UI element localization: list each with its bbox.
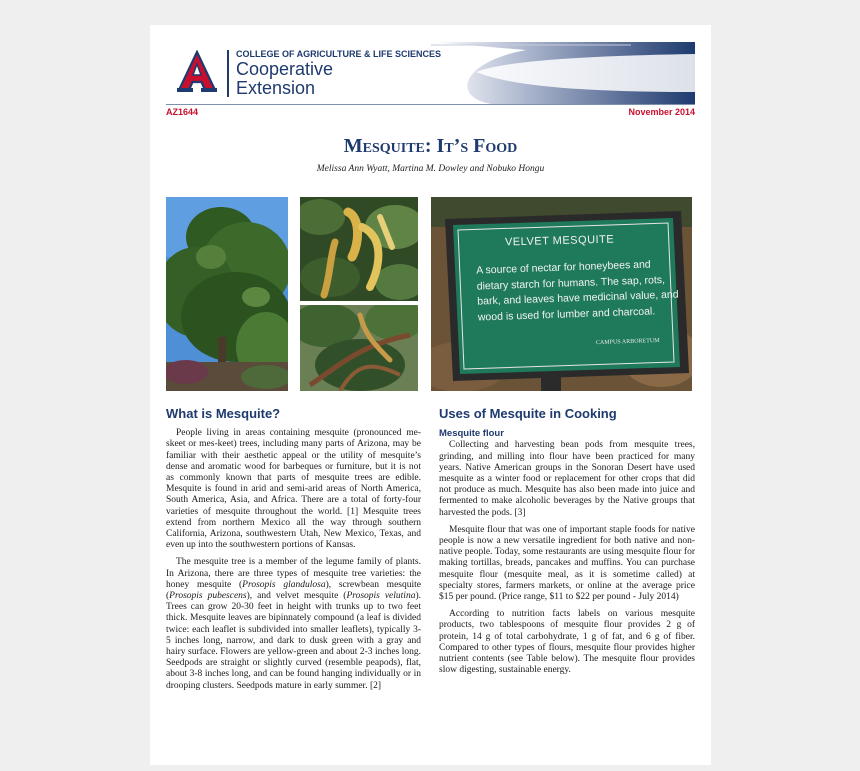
- text-run: ), screwbean mesquite (: [166, 579, 421, 602]
- text-run: ). Trees can grow 20-30 feet in height with trunks up to two feet thick. Mesquite leaves are bipinnately compound (a leaf is divided twice: each leaflet is subdivided into smaller leaflets), typically 3-5 inches long, narrow, and dark to dusk green with a gray and hairy surface. Flowers are yellow-green and about 2-3 inches long. Seedpods are straight or slightly curved (resemble peapods), flat, about 3-8 inches long, and can be found hanging individually or in drooping clusters. Seedpods mature in early summer. [2]: [166, 591, 421, 691]
- paragraph: According to nutrition facts labels on various mesquite products, two tablespoons of mesquite flour provides 2 g of protein, 14 g of total carbohydrate, 1 g of fat, and 6 g of fiber. Compared to other types of flours, mesquite flour provides higher nutrient contents (see Table below). The mesquite flour provides slow digesting, sustainable energy.: [439, 609, 695, 676]
- mesquite-pods-photo: [300, 197, 418, 301]
- subheading-mesquite-flour: Mesquite flour: [439, 428, 504, 440]
- unit-name-line2: Extension: [236, 78, 316, 98]
- right-column: [439, 408, 695, 682]
- section-heading-uses-in-cooking: Uses of Mesquite in Cooking: [439, 406, 617, 421]
- unit-name: [236, 60, 333, 98]
- sign-title: VELVET MESQUITE: [504, 233, 615, 249]
- species-name: Prosopis pubescens: [169, 591, 247, 602]
- text-run: The mesquite tree is a member of the legume family of plants. In Arizona, there are three types of mesquite tree varieties: the honey mesquite (: [166, 557, 421, 590]
- publication-date: November 2014: [628, 107, 695, 117]
- mesquite-branches-photo: [300, 305, 418, 391]
- species-name: Prosopis velutina: [346, 591, 416, 602]
- paragraph: Collecting and harvesting bean pods from mesquite trees, grinding, and milling into flour have been practiced for many years. Native American groups in the Sonoran Desert have used mesquite as a winter food or replacement for other crops that did not produce as much. Mesquite has also been made into juice and fermented to make alcoholic beverages by the Native groups that harvested the pods. [3]: [439, 440, 695, 518]
- mesquite-tree-photo: [166, 197, 288, 391]
- unit-name-line1: Cooperative: [236, 59, 334, 79]
- authors: Melissa Ann Wyatt, Martina M. Dowley and Nobuko Hongu: [316, 164, 545, 174]
- paragraph: [166, 557, 421, 691]
- document-title: Mesquite: It’s Food: [343, 135, 518, 157]
- sign-text: A source of nectar for honeybees and dietary starch for humans. The sap, rots, bark, and leaves have medicinal value, and wood is used for lumber and charcoal.: [476, 258, 679, 324]
- college-name: COLLEGE OF AGRICULTURE & LIFE SCIENCES: [236, 49, 442, 59]
- logo-divider: [227, 50, 229, 97]
- species-name: Prosopis glandulosa: [242, 579, 326, 590]
- university-logo-icon: [175, 50, 219, 94]
- header-rule: [166, 104, 695, 105]
- sign-logo: CAMPUS ARBORETUM: [595, 337, 660, 347]
- text-run: ), and velvet mesquite (: [246, 591, 347, 602]
- publication-number: AZ1644: [166, 107, 199, 117]
- header-banner-graphic: [431, 42, 695, 104]
- section-heading-what-is-mesquite: What is Mesquite?: [166, 406, 281, 421]
- left-column: [166, 408, 421, 698]
- paragraph: People living in areas containing mesquite (pronounced me-skeet or mes-keet) trees, including many parts of Arizona, may be familiar with their aesthetic appeal or the utility of mesquite’s dense and aromatic wood for barbeques or furniture, but it is not as commonly known that parts of mesquite trees are edible. Mesquite is found in arid and semi-arid areas of North America, South America, Asia, and Africa. There are a total of forty-four varieties of mesquite throughout the world. [1] Mesquite trees extend from northern Mexico all the way through southern California, Arizona, southwestern Utah, New Mexico, Texas, and even up into the southwestern portions of Kansas.: [166, 428, 421, 551]
- paragraph: Mesquite flour that was one of important staple foods for native people is now a new versatile ingredient for both native and non-native people. Today, some restaurants are using mesquite flour for making tortillas, breads, pancakes and muffins. You can purchase mesquite flour (mesquite meal, as it is sometime called) at specialty stores, farmers markets, or online at the average price $15 per pound. (Price range, $11 to $22 per pound - July 2014): [439, 524, 695, 603]
